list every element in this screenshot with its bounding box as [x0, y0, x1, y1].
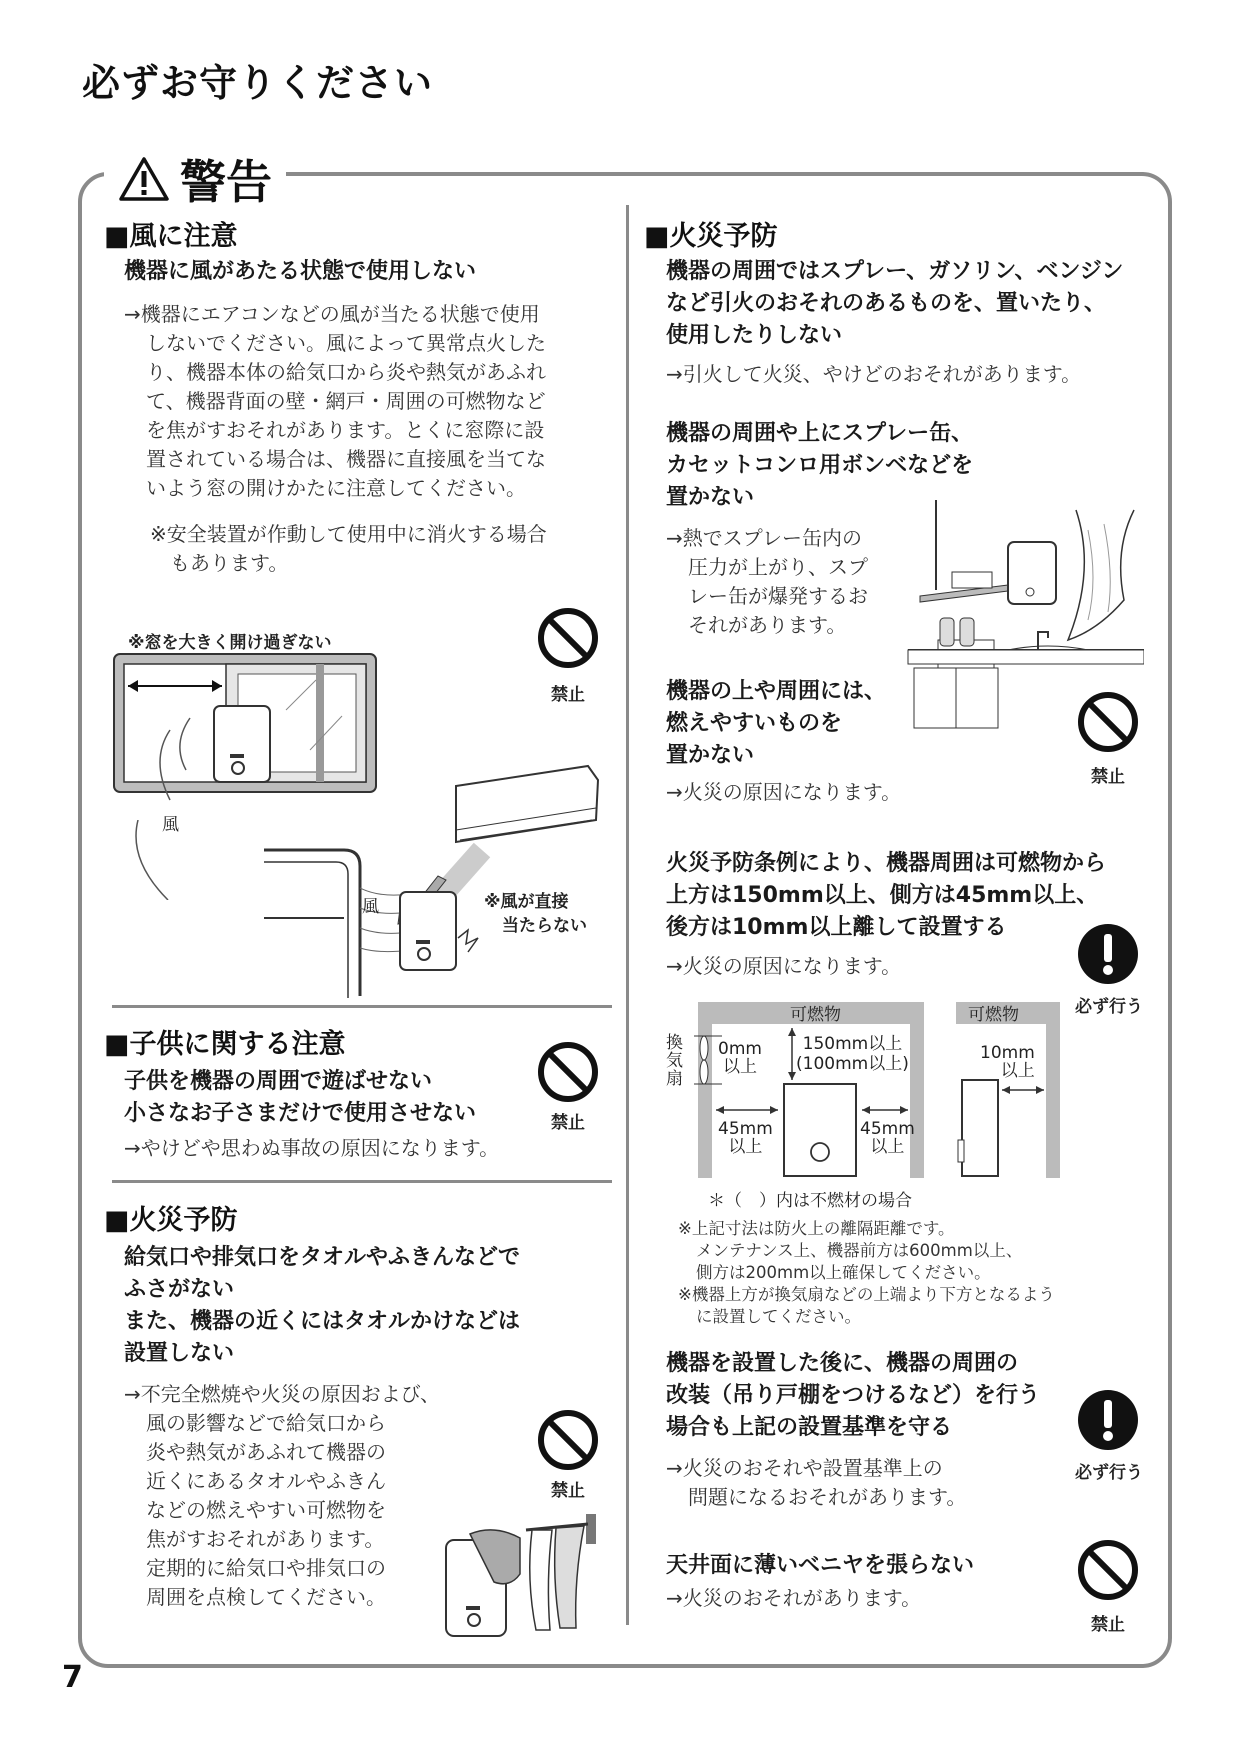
mandatory-icon [1076, 922, 1140, 986]
page-title: 必ずお守りください [82, 61, 434, 105]
prohibited-icon [1076, 690, 1140, 754]
section-divider [112, 1180, 612, 1183]
warning-triangle-icon [118, 156, 170, 202]
wind-label-aircon: 風 [362, 897, 379, 917]
fan-label: 換 気 扇 [666, 1033, 683, 1089]
side-combustible-label: 可燃物 [968, 1005, 1019, 1025]
aircon-illustration [260, 758, 610, 998]
front-combustible-label: 可燃物 [790, 1005, 841, 1025]
mandatory-label: 必ず行う [1075, 1463, 1143, 1483]
prohibited-label: 禁止 [551, 1113, 585, 1133]
column-divider [626, 205, 629, 1625]
clearance-notes: ※上記寸法は防火上の離隔距離です。 メンテナンス上、機器前方は600mm以上、 側方は200mm以上確保してください。 ※機器上方が換気扇などの上端より下方となるよう に設置してください。 [678, 1219, 1055, 1326]
prohibited-label: 禁止 [551, 1481, 585, 1501]
prohibited-icon [536, 1040, 600, 1104]
aircon-note: ※風が直接 当たらない [484, 892, 587, 936]
left-gap-label: 45mm 以上 [718, 1119, 773, 1157]
item3-body: →火災の原因になります。 [666, 780, 902, 804]
wind-lines [128, 820, 188, 900]
item2-body: →熱でスプレー缶内の 圧力が上がり、スプ レー缶が爆発するお それがあります。 [666, 526, 868, 637]
wind-label-window: 風 [162, 815, 179, 835]
children-body: →やけどや思わぬ事故の原因になります。 [124, 1136, 500, 1160]
right-gap-label: 45mm 以上 [860, 1119, 915, 1157]
item5-sub: 機器を設置した後に、機器の周囲の 改装（吊り戸棚をつけるなど）を行う 場合も上記の設置基準を守る [666, 1351, 1041, 1440]
mandatory-label: 必ず行う [1075, 997, 1143, 1017]
wind-body: →機器にエアコンなどの風が当たる状態で使用 しないでください。風によって異常点火した り、機器本体の給気口から炎や熱気があふれ て、機器背面の壁・網戸・周囲の可燃物など を焦がすおそれがあります。とくに窓際に設 置されている場合は、機器に直接風を当てな いよう窓の開けかたに注意してください。 [124, 302, 546, 500]
children-sub: 子供を機器の周囲で遊ばせない 小さなお子さまだけで使用させない [124, 1069, 477, 1126]
warning-header [104, 146, 286, 212]
window-note: ※窓を大きく開け過ぎない [128, 633, 332, 653]
item4-body: →火災の原因になります。 [666, 954, 902, 978]
prohibited-label: 禁止 [551, 685, 585, 705]
warning-label: 警告 [180, 155, 272, 209]
back-gap-label: 10mm 以上 [980, 1043, 1035, 1081]
fire-heading-left: ■火災予防 [104, 1205, 238, 1236]
zero-gap-label: 0mm 以上 [718, 1039, 762, 1077]
prohibited-icon [536, 1408, 600, 1472]
section-divider [112, 1005, 612, 1008]
item3-sub: 機器の上や周囲には、 燃えやすいものを 置かない [666, 679, 887, 768]
towel-illustration [436, 1510, 616, 1640]
wind-note: ※安全装置が作動して使用中に消火する場合 もあります。 [150, 522, 547, 575]
page-number: 7 [62, 1660, 83, 1695]
top-gap-label: 150mm以上 (100mm以上) [796, 1034, 909, 1074]
fire-sub-left: 給気口や排気口をタオルやふきんなどで ふさがない また、機器の近くにはタオルかけなどは 設置しない [124, 1245, 521, 1366]
prohibited-icon [536, 606, 600, 670]
item2-sub: 機器の周囲や上にスプレー缶、 カセットコンロ用ボンベなどを 置かない [666, 421, 974, 510]
children-heading: ■子供に関する注意 [104, 1029, 346, 1060]
wind-subheading: 機器に風があたる状態で使用しない [124, 259, 477, 284]
item5-body: →火災のおそれや設置基準上の 問題になるおそれがあります。 [666, 1456, 967, 1509]
item1-body: →引火して火災、やけどのおそれがあります。 [666, 362, 1082, 386]
item6-sub: 天井面に薄いベニヤを張らない [666, 1553, 975, 1578]
item6-body: →火災のおそれがあります。 [666, 1586, 922, 1610]
prohibited-label: 禁止 [1091, 1615, 1125, 1635]
prohibited-label: 禁止 [1091, 767, 1125, 787]
diagram-caption: ＊（ ）内は不燃材の場合 [708, 1191, 912, 1211]
mandatory-icon [1076, 1388, 1140, 1452]
fire-heading-right: ■火災予防 [644, 221, 778, 252]
item1-sub: 機器の周囲ではスプレー、ガソリン、ベンジン など引火のおそれのあるものを、置いたり、 使用したりしない [666, 259, 1124, 348]
item4-sub: 火災予防条例により、機器周囲は可燃物から 上方は150mm以上、側方は45mm以上、 後方は10mm以上離して設置する [666, 851, 1107, 940]
wind-heading: ■風に注意 [104, 221, 238, 252]
fire-body-left: →不完全燃焼や火災の原因および、 風の影響などで給気口から 炎や熱気があふれて機器の 近くにあるタオルやふきん などの燃えやすい可燃物を 焦がすおそれがあります。 定期的に給気口や排気口の 周囲を点検してください。 [124, 1382, 440, 1609]
prohibited-icon [1076, 1538, 1140, 1602]
